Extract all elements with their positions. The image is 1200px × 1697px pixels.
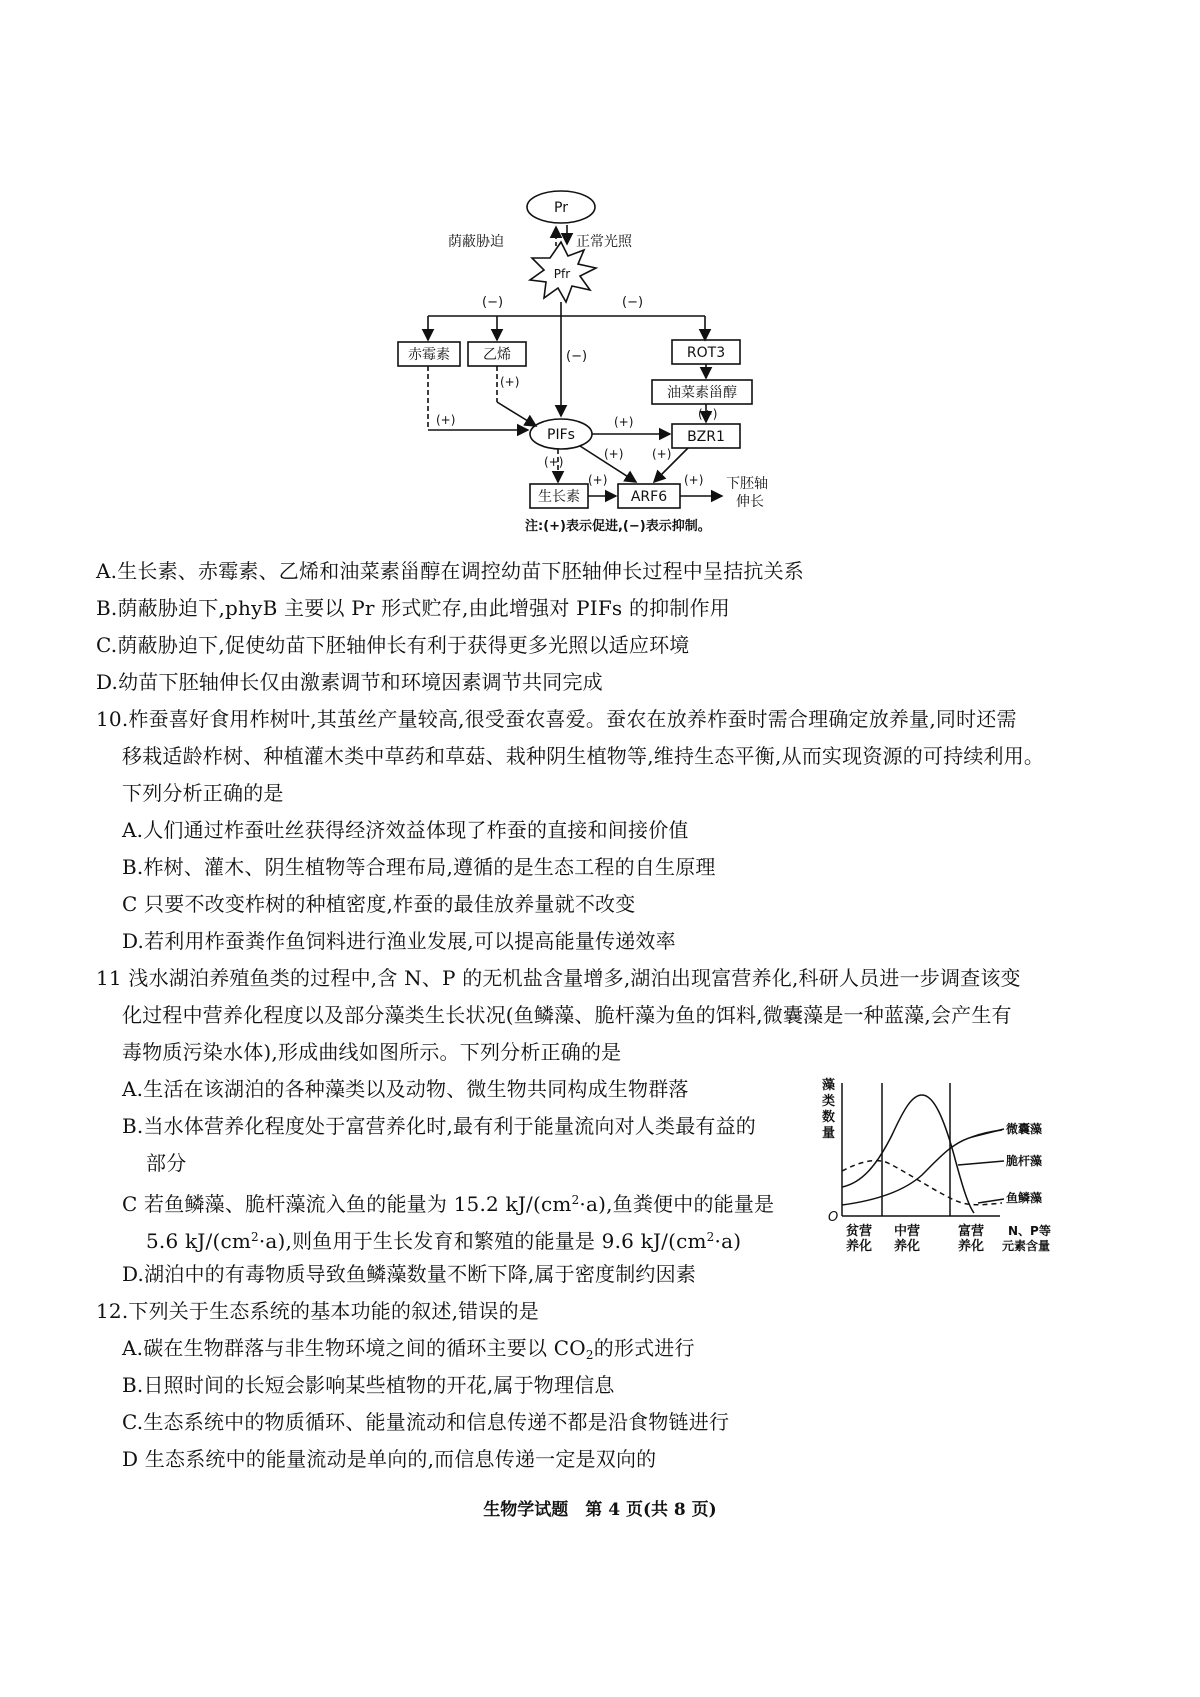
y-label-char-4: 量 — [822, 1126, 836, 1141]
x-cat-3-line2: 养化 — [958, 1239, 985, 1254]
plus-pifs-arf6: (+) — [604, 447, 624, 461]
auxin-label: 生长素 — [538, 489, 580, 505]
hypocotyl-label-2: 伸长 — [736, 494, 764, 510]
x-cat-1-line2: 养化 — [846, 1239, 873, 1254]
q10-option-b: B.柞树、灌木、阴生植物等合理布局,遵循的是生态工程的自生原理 — [122, 855, 716, 879]
series-line-fragilaria — [842, 1095, 974, 1213]
normal-light-label: 正常光照 — [576, 234, 632, 250]
pifs-label: PIFs — [547, 427, 575, 443]
q11-option-b-line1: B.当水体营养化程度处于富营养化时,最有利于能量流向对人类最有益的 — [122, 1114, 757, 1138]
q12-option-b: B.日照时间的长短会影响某些植物的开花,属于物理信息 — [122, 1373, 615, 1397]
q12-option-d: D 生态系统中的能量流动是单向的,而信息传递一定是双向的 — [122, 1447, 657, 1471]
q12-option-c: C.生态系统中的物质循环、能量流动和信息传递不都是沿食物链进行 — [122, 1410, 730, 1434]
diagram-note: 注:(+)表示促进,(−)表示抑制。 — [525, 519, 711, 534]
plus-brassinolide-bzr1: (+) — [698, 407, 718, 421]
plus-ethylene: (+) — [500, 375, 520, 389]
q11-c1-text-b: ·a),鱼粪便中的能量是 — [579, 1192, 775, 1216]
series-line-microcystis — [842, 1130, 1002, 1205]
q10-stem-line1: 10.柞蚕喜好食用柞树叶,其茧丝产量较高,很受蚕农喜爱。蚕农在放养柞蚕时需合理确定放养量,同时还需 — [96, 707, 1017, 731]
plus-pifs-bzr1: (+) — [614, 415, 634, 429]
algae-chart — [822, 1075, 1062, 1275]
q11-stem-line1: 11 浅水湖泊养殖鱼类的过程中,含 N、P 的无机盐含量增多,湖泊出现富营养化,科研人员进一步调查该变 — [96, 966, 1021, 990]
brassinolide-label: 油菜素甾醇 — [667, 385, 737, 401]
plus-pifs-auxin: (+) — [544, 455, 564, 469]
plus-arf6-hypocotyl: (+) — [684, 473, 704, 487]
minus-right: (−) — [622, 295, 644, 310]
x-cat-2-line1: 中营 — [894, 1224, 921, 1239]
q11-option-d: D.湖泊中的有毒物质导致鱼鳞藻数量不断下降,属于密度制约因素 — [122, 1262, 697, 1286]
legend-fragilaria: 脆杆藻 — [1006, 1154, 1043, 1168]
x-label-line2: 元素含量 — [1002, 1239, 1051, 1253]
q11-stem-line2: 化过程中营养化程度以及部分藻类生长状况(鱼鳞藻、脆杆藻为鱼的饵料,微囊藻是一种蓝藻,会产生有 — [122, 1003, 1012, 1027]
plus-auxin-arf6: (+) — [588, 473, 608, 487]
q11-c2-text: 5.6 kJ/(cm — [146, 1229, 252, 1253]
plus-gibberellin: (+) — [436, 413, 456, 427]
q10-option-c: C 只要不改变柞树的种植密度,柞蚕的最佳放养量就不改变 — [122, 892, 636, 916]
y-label-char-3: 数 — [822, 1110, 836, 1125]
x-label-line1: N、P等 — [1008, 1224, 1051, 1238]
q9-option-a: A.生长素、赤霉素、乙烯和油菜素甾醇在调控幼苗下胚轴伸长过程中呈拮抗关系 — [96, 559, 805, 583]
q10-stem-line2: 移栽适龄柞树、种植灌木类中草药和草菇、栽种阴生植物等,维持生态平衡,从而实现资源的可持续利用。 — [122, 744, 1045, 768]
q11-option-a: A.生活在该湖泊的各种藻类以及动物、微生物共同构成生物群落 — [122, 1077, 689, 1101]
q11-c2-text-b: ·a),则鱼用于生长发育和繁殖的能量是 9.6 kJ/(cm — [258, 1229, 707, 1253]
q12-a-sub: 2 — [585, 1348, 594, 1362]
q11-option-c-line1 — [122, 1187, 774, 1217]
y-label-char-1: 藻 — [822, 1078, 836, 1093]
plus-bzr1-arf6: (+) — [652, 447, 672, 461]
rot3-label: ROT3 — [686, 345, 726, 361]
q11-c2-text-c: ·a) — [714, 1229, 742, 1253]
y-label-char-2: 类 — [822, 1094, 836, 1109]
x-cat-1-line1: 贫营 — [846, 1224, 873, 1239]
q12-stem: 12.下列关于生态系统的基本功能的叙述,错误的是 — [96, 1299, 539, 1323]
legend-synura: 鱼鳞藻 — [1006, 1191, 1043, 1205]
q12-a-text-b: 的形式进行 — [593, 1336, 695, 1360]
ethylene-label: 乙烯 — [483, 347, 511, 363]
q10-option-d: D.若利用柞蚕粪作鱼饲料进行渔业发展,可以提高能量传递效率 — [122, 929, 676, 953]
bzr1-label: BZR1 — [687, 429, 725, 445]
x-cat-2-line2: 养化 — [894, 1239, 921, 1254]
q11-stem-line3: 毒物质污染水体),形成曲线如图所示。下列分析正确的是 — [122, 1040, 622, 1064]
q11-c1-sup: 2 — [571, 1193, 580, 1207]
q9-option-b: B.荫蔽胁迫下,phyB 主要以 Pr 形式贮存,由此增强对 PIFs 的抑制作用 — [96, 596, 730, 620]
q12-a-text: A.碳在生物群落与非生物环境之间的循环主要以 CO — [122, 1336, 586, 1360]
hypocotyl-label-1: 下胚轴 — [726, 476, 768, 492]
q10-option-a: A.人们通过柞蚕吐丝获得经济效益体现了柞蚕的直接和间接价值 — [122, 818, 689, 842]
legend-microcystis: 微囊藻 — [1006, 1122, 1043, 1136]
q10-stem-line3: 下列分析正确的是 — [122, 781, 284, 805]
q11-option-c-line2 — [146, 1224, 741, 1254]
phytochrome-flow-diagram — [0, 0, 1200, 534]
q11-c2-sup: 2 — [251, 1230, 259, 1244]
series-line-synura — [842, 1161, 1002, 1205]
page-footer: 生物学试题 第 4 页(共 8 页) — [483, 1500, 717, 1520]
arf6-label: ARF6 — [630, 489, 668, 505]
pr-label: Pr — [554, 200, 568, 216]
shade-stress-label: 荫蔽胁迫 — [448, 234, 504, 250]
x-cat-3-line1: 富营 — [958, 1224, 985, 1239]
q9-option-d: D.幼苗下胚轴伸长仅由激素调节和环境因素调节共同完成 — [96, 670, 603, 694]
minus-center: (−) — [566, 349, 588, 364]
minus-left: (−) — [482, 295, 504, 310]
q12-option-a — [122, 1335, 695, 1368]
q11-c2-sup-2: 2 — [706, 1230, 715, 1244]
pfr-label: Pfr — [553, 267, 571, 281]
origin-label: O — [828, 1210, 839, 1225]
gibberellin-label: 赤霉素 — [408, 347, 450, 363]
q9-option-c: C.荫蔽胁迫下,促使幼苗下胚轴伸长有利于获得更多光照以适应环境 — [96, 633, 690, 657]
q11-option-b-line2: 部分 — [146, 1151, 187, 1175]
q11-c1-text: C 若鱼鳞藻、脆杆藻流入鱼的能量为 15.2 kJ/(cm — [122, 1192, 572, 1216]
